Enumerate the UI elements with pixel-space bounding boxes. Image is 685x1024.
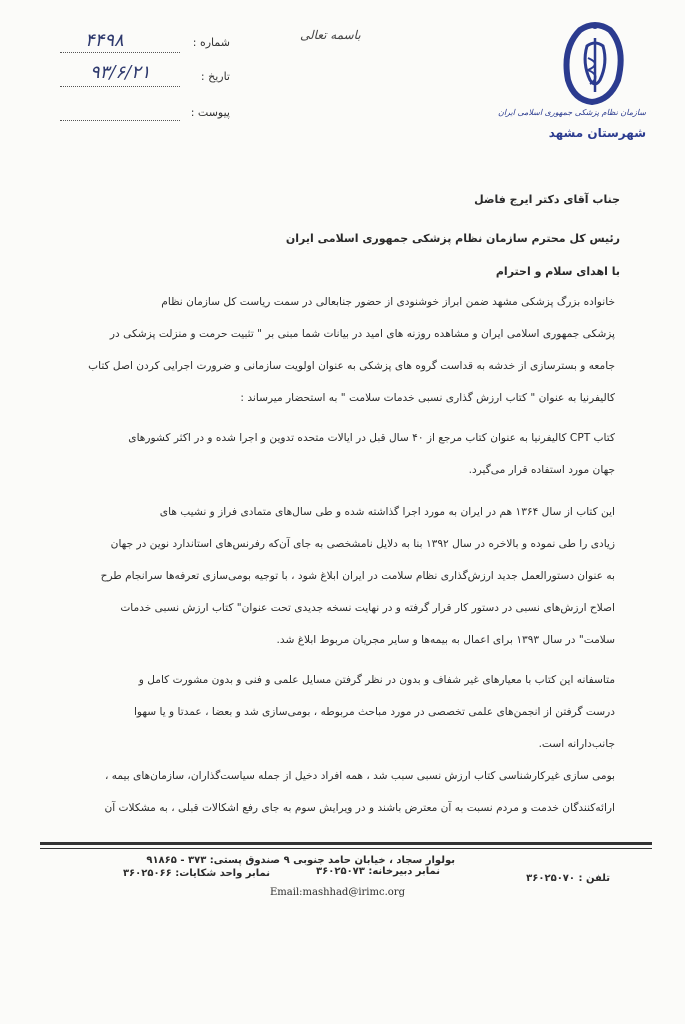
- body-line: زیادی را طی نموده و بالاخره در سال ۱۳۹۲ بنا به دلایل نامشخصی به جای آن‌که رفرنس‌های استاندارد نوین در جهان: [110, 538, 615, 550]
- body-line: درست گرفتن از انجمن‌های علمی تخصصی در مورد مباحث مربوطه ، بومی‌سازی شد و بعضا ، عمدتا و یا سهوا: [133, 706, 615, 718]
- attachment-line: [60, 120, 180, 121]
- footer-divider-thin: [40, 848, 652, 849]
- footer-address: بولوار سجاد ، خیابان حامد جنوبی ۹ صندوق پستی: ۳۷۳ - ۹۱۸۶۵: [146, 855, 455, 866]
- body-line: کالیفرنیا به عنوان " کتاب ارزش گذاری نسبی خدمات سلامت " به استحضار میرساند :: [240, 392, 615, 404]
- body-line: جانب‌دارانه است.: [538, 738, 615, 750]
- footer-fax-secretariat: نمابر دبیرخانه: ۳۶۰۲۵۰۷۳: [316, 866, 440, 877]
- date-value: ۹۳/۶/۲۱: [90, 62, 151, 83]
- body-line: ارائه‌کنندگان خدمت و مردم نسبت به آن معترض باشند و در ویرایش سوم به جای رفع اشکالات قبلی ، به مشکلات آن: [104, 802, 615, 814]
- date-line: [60, 86, 180, 87]
- body-line: خانواده بزرگ پزشکی مشهد ضمن ابراز خوشنودی از حضور جنابعالی در سمت ریاست کل سازمان نظام: [161, 296, 615, 308]
- body-line: متاسفانه این کتاب با معیارهای غیر شفاف و بدون در نظر گرفتن مسایل علمی و فنی و بدون مشورت کامل و: [138, 674, 615, 686]
- letter-body: [85, 286, 615, 824]
- greeting: با اهدای سلام و احترام: [495, 265, 620, 278]
- footer-divider: [40, 842, 652, 845]
- footer-email[interactable]: Email:mashhad@irimc.org: [270, 887, 405, 898]
- number-value: ۴۴۹۸: [85, 30, 124, 51]
- number-label: شماره :: [192, 36, 230, 49]
- attachment-label: پیوست :: [190, 106, 230, 119]
- body-line: کتاب CPT کالیفرنیا به عنوان کتاب مرجع از ۴۰ سال قبل در ایالات متحده تدوین و اجرا شده و در اکثر کشورهای: [128, 432, 615, 444]
- basmala: باسمه تعالی: [300, 28, 361, 42]
- footer-fax-complaints: نمابر واحد شکایات: ۳۶۰۲۵۰۶۶: [122, 868, 270, 879]
- footer-phone: تلفن : ۳۶۰۲۵۰۷۰: [526, 873, 610, 884]
- addressee-title: رئیس کل محترم سازمان نظام پزشکی جمهوری اسلامی ایران: [285, 232, 620, 245]
- body-line: جامعه و بسترسازی از خدشه به قداست گروه های پزشکی به عنوان اولویت سازمانی و ضرورت اجرایی کردن اصل کتاب: [88, 360, 615, 372]
- body-line: به عنوان دستورالعمل جدید ارزش‌گذاری نظام سلامت در ایران ابلاغ شود ، با توجیه بومی‌سازی تعرفه‌ها سرانجام طرح: [100, 570, 615, 582]
- body-line: جهان مورد استفاده قرار می‌گیرد.: [468, 464, 615, 476]
- letter-meta: [55, 30, 230, 124]
- body-line: اصلاح ارزش‌های نسبی در دستور کار قرار گرفته و در نهایت نسخه جدیدی تحت عنوان" کتاب ارزش نسبی خدمات: [120, 602, 615, 614]
- body-line: این کتاب از سال ۱۳۶۴ هم در ایران به مورد اجرا گذاشته شده و طی سال‌های متمادی فراز و نشیب های: [159, 506, 615, 518]
- number-line: [60, 52, 180, 53]
- addressee-name: جناب آقای دکتر ایرج فاضل: [474, 193, 620, 206]
- medical-council-emblem-icon: [540, 18, 650, 108]
- body-line: بومی سازی غیرکارشناسی کتاب ارزش نسبی سبب شد ، همه افراد دخیل از جمله سیاست‌گذاران، سازمان‌های بیمه ،: [104, 770, 615, 782]
- org-name: سازمان نظام پزشکی جمهوری اسلامی ایران: [497, 108, 646, 117]
- org-city: شهرستان مشهد: [548, 126, 646, 140]
- date-label: تاریخ :: [200, 70, 230, 83]
- body-line: سلامت" در سال ۱۳۹۳ برای اعمال به بیمه‌ها و سایر مجریان مربوط ابلاغ شد.: [276, 634, 615, 646]
- org-logo: [497, 18, 650, 143]
- body-line: پزشکی جمهوری اسلامی ایران و مشاهده روزنه های امید در بیانات شما مبنی بر " تثبیت حرمت و منزلت پزشکی در: [109, 328, 615, 340]
